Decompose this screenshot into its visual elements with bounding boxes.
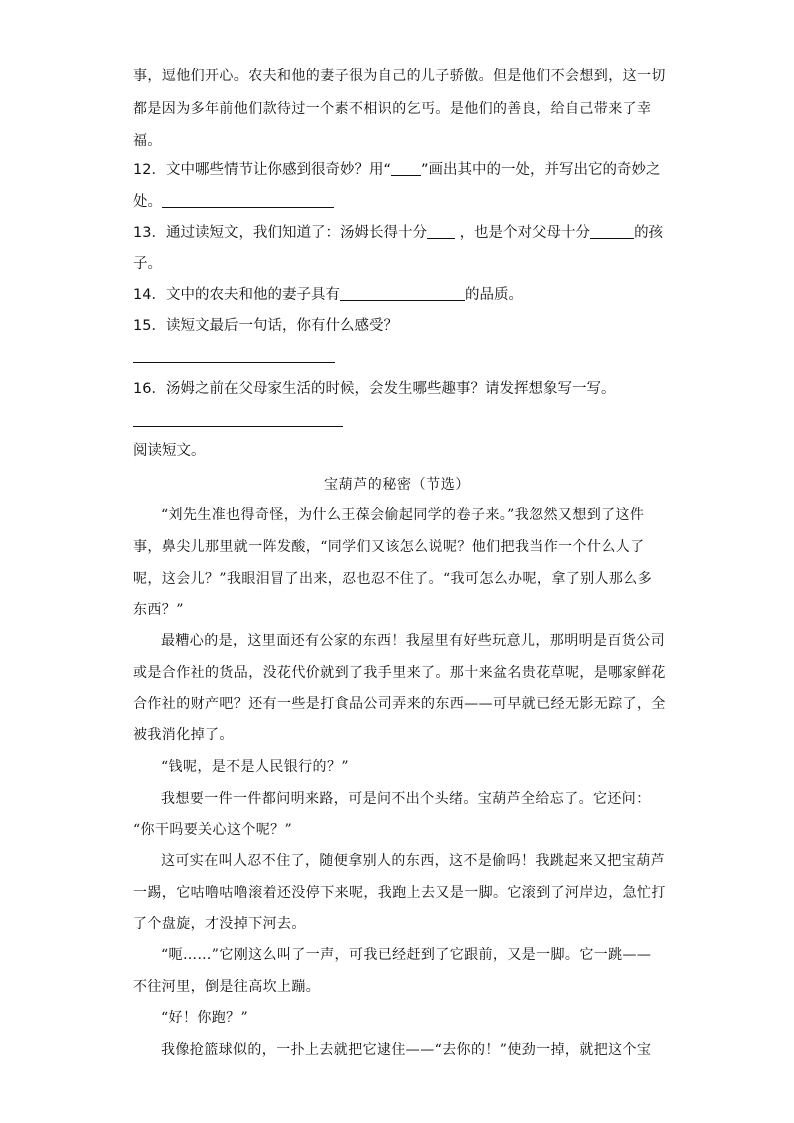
passage2-line: “你干吗要关心这个呢？” [133,822,293,838]
question-13-text-b: ，也是个对父母十分 [459,225,591,241]
question-12-line-2 [133,192,658,212]
passage2-line: 一踢，它咕噜咕噜滚着还没停下来呢，我跑上去又是一脚。它滚到了河岸边，急忙打 [133,885,666,901]
passage2-line: “好！你跑？” [161,1010,249,1026]
underline-symbol-blank [391,161,421,176]
passage2-line: “刘先生准也得奇怪，为什么王葆会偷起同学的卷子来。”我忽然又想到了这件 [161,507,645,523]
passage2-line: 事，鼻尖儿那里就一阵发酸，“同学们又该怎么说呢？他们把我当作一个什么人了 [133,539,645,555]
question-14-text-b: 的品质。 [464,287,523,303]
passage2-line: 合作社的财产吧？还有一些是打食品公司弄来的东西——可早就已经无影无踪了，全 [133,696,666,712]
question-12-text-a: 12．文中哪些情节让你感到很奇妙？用“ [133,162,391,178]
passage2-line: 被我消化掉了。 [133,727,234,743]
question-13-text-d: 子。 [133,256,162,272]
passage2-line: 不往河里，倒是往高坎上蹦。 [133,979,321,995]
passage2-line: 我像抢篮球似的，一扑上去就把它逮住——“去你的！”使劲一掉，就把这个宝 [161,1042,652,1058]
question-12 [133,160,661,180]
question-12-text-c: 处。 [133,194,162,210]
passage2-line: “钱呢，是不是人民银行的？” [161,759,349,775]
answer-line-15[interactable] [133,362,335,363]
passage2-line: 或是合作社的货品，没花代价就到了我手里来了。那十来盆名贵花草呢，是哪家鲜花 [133,665,666,681]
passage2-line: 这可实在叫人忍不住了，随便拿别人的东西，这不是偷吗！我跳起来又把宝葫芦 [161,853,665,869]
answer-line-16[interactable] [133,426,343,427]
question-16: 16．汤姆之前在父母家生活的时候，会发生哪些趣事？请发挥想象写一写。 [133,381,616,397]
question-13-text-a: 13．通过读短文，我们知道了：汤姆长得十分 [133,225,427,241]
answer-blank-14[interactable] [340,286,465,301]
passage-title: 宝葫芦的秘密（节选） [324,477,470,493]
passage2-line: 我想要一件一件都问明来路，可是问不出个头绪。宝葫芦全给忘了。它还问： [161,791,651,807]
passage1-line-2: 都是因为多年前他们款待过一个素不相识的乞丐。是他们的善良，给自己带来了幸 [133,101,652,117]
passage2-line: 最糟心的是，这里面还有公家的东西！我屋里有好些玩意儿，那明明是百货公司 [161,633,665,649]
question-13 [133,223,664,243]
question-13-text-c: 的孩 [634,225,664,241]
reading-instruction: 阅读短文。 [133,443,206,459]
passage2-line: 呢，这会儿？”我眼泪冒了出来，忍也忍不住了。“我可怎么办呢，拿了别人那么多 [133,571,653,587]
passage2-line: 了个盘旋，才没掉下河去。 [133,916,306,932]
answer-blank-13b[interactable] [590,224,634,239]
answer-blank-12[interactable] [162,193,334,208]
passage1-line-1: 事，逗他们开心。农夫和他的妻子很为自己的儿子骄傲。但是他们不会想到，这一切 [133,68,666,84]
question-14 [133,285,658,305]
passage1-line-3: 福。 [133,133,162,149]
question-14-text-a: 14．文中的农夫和他的妻子具有 [133,287,340,303]
answer-blank-13a[interactable] [427,224,455,239]
question-12-text-b: ”画出其中的一处，并写出它的奇妙之 [420,162,661,178]
passage2-line: “呃……”它刚这么叫了一声，可我已经赶到了它跟前，又是一脚。它一跳—— [161,947,652,963]
question-15: 15．读短文最后一句话，你有什么感受？ [133,318,398,334]
passage2-line: 东西？” [133,602,184,618]
